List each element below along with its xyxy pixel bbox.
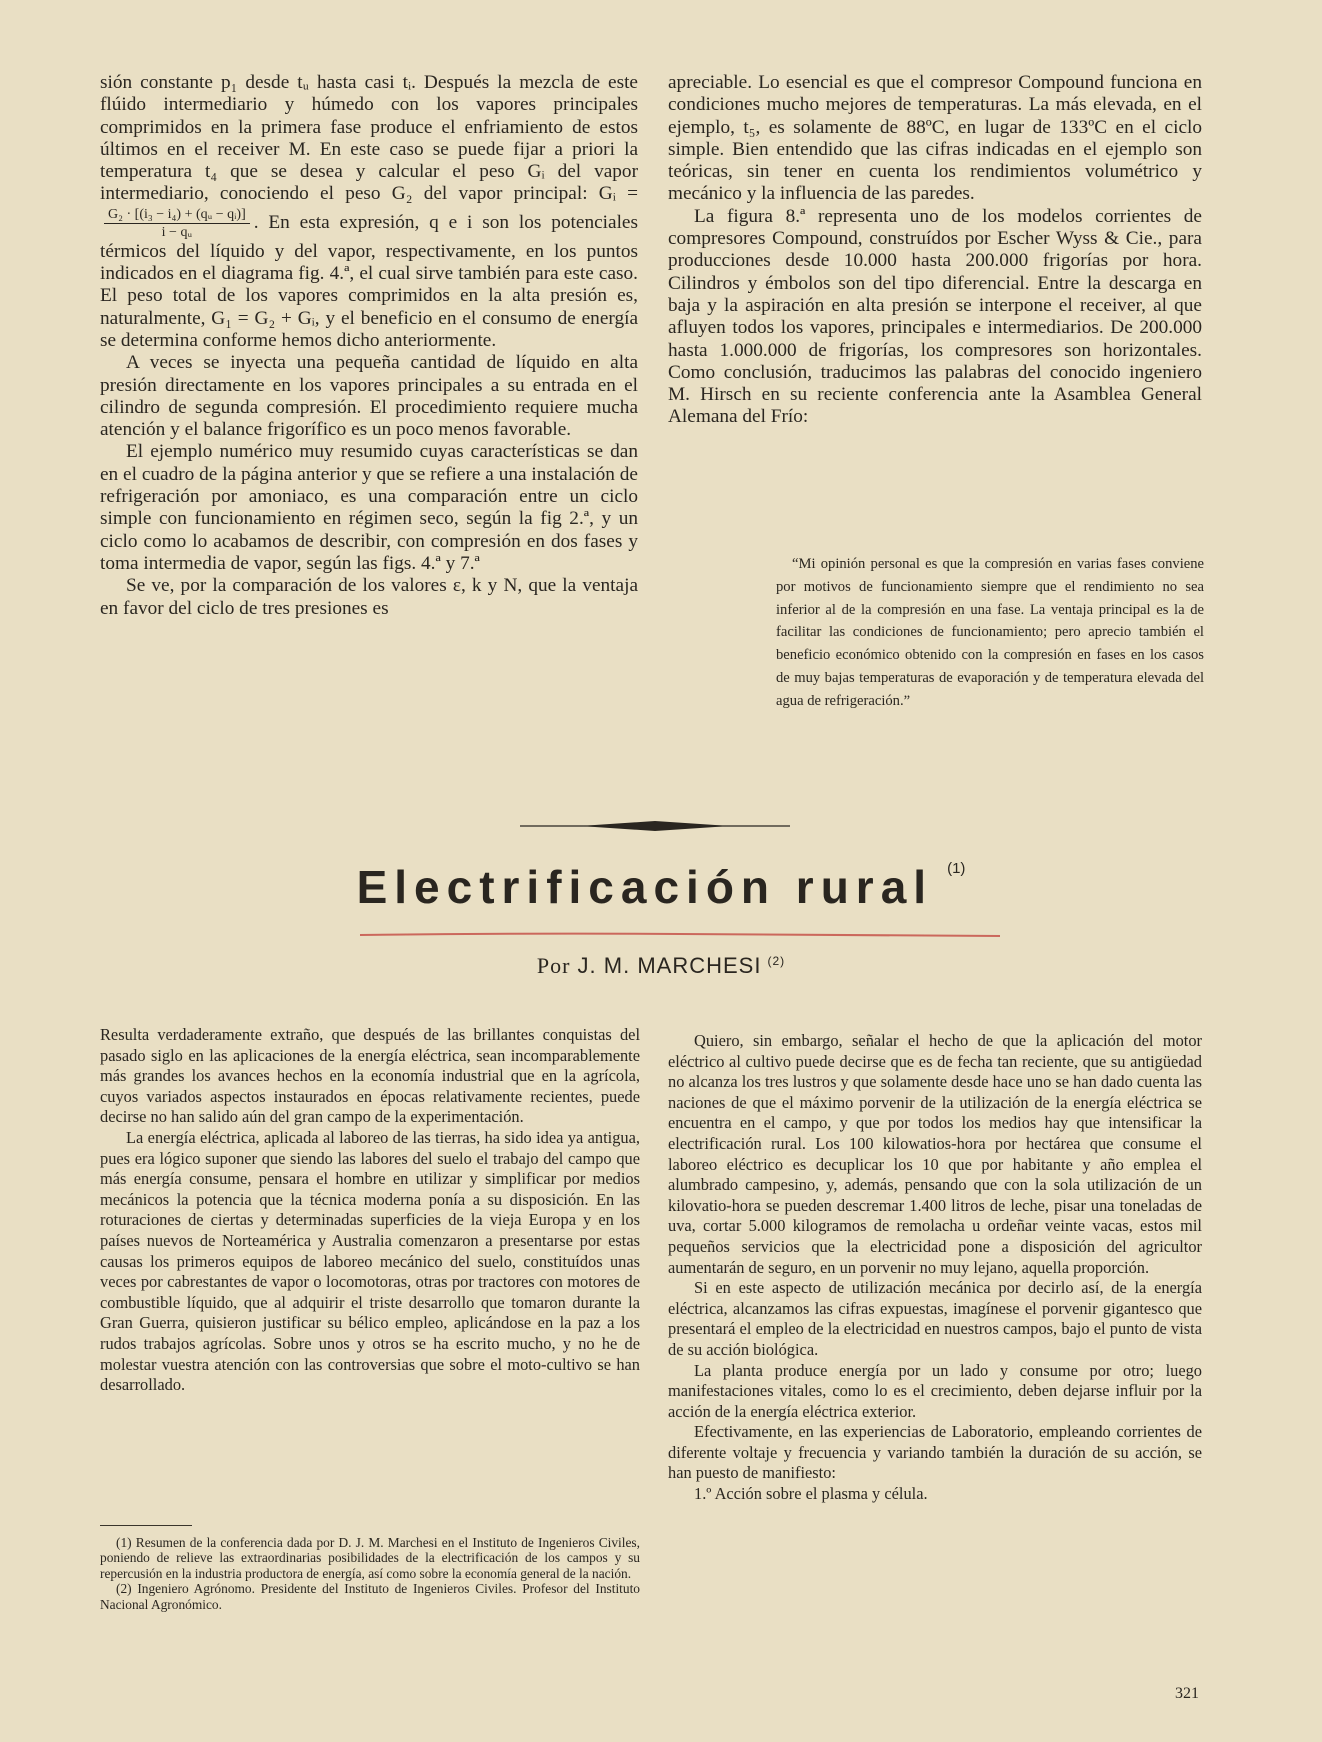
paragraph: A veces se inyecta una pequeña cantidad de líquido en alta presión directamente en los vapores principales a su entrada en el cilindro de segunda compresión. El procedimiento requiere mucha atención y el balance frigorífico es un poco menos favorable. xyxy=(100,352,638,441)
author-name: J. M. MARCHESI xyxy=(577,953,762,978)
paragraph: 1.º Acción sobre el plasma y célula. xyxy=(694,1484,928,1504)
paragraph: Si en este aspecto de utilización mecánica por decirlo así, de la energía eléctrica, alcanzamos las cifras expuestas, imagínese el porvenir gigantesco que presentará el empleo de la electricidad en nuestros campos, bajo el punto de vista de su acción biológica. xyxy=(668,1278,1202,1359)
byline: Por J. M. MARCHESI $^{(2)}$ xyxy=(536,953,786,978)
paragraph: La energía eléctrica, aplicada al laboreo de las tierras, ha sido idea ya antigua, pues era lógico suponer que siendo las labores del suelo el trabajo del campo que más energía consume, pensara el hombre en utilizar y simplificar por medios mecánicos la potencia que la técnica moderna ponía a su disposición. En las roturaciones de ciertas y determinadas superficies de la vieja Europa y en los países nuevos de Norteamérica y Australia comenzaron a presentarse por estas causas los primeros equipos de laboreo mecánico del suelo, constituídos unas veces por cabrestantes de vapor o locomotoras, otras por tractores con motores de combustible líquido, que al adquirir el triste desarrollo que tomaron durante la Gran Guerra, quisieron justificar su bélico empleo, aplicándose en la paz a los rudos trabajos agrícolas. Sobre unos y otros se ha escrito mucho, y no he de molestar vuestra atención con las controversias que sobre el moto-cultivo se han desarrollado. xyxy=(100,1127,640,1395)
paragraph: El ejemplo numérico muy resumido cuyas características se dan en el cuadro de la página anterior y que se refiere a una instalación de refrigeración por amoniaco, es una comparación entre un ciclo simple con funcionamiento en régimen seco, según la fig 2.ª, y un ciclo como lo acabamos de describir, con compresión en dos fases y toma intermedia de vapor, según las figs. 4.ª y 7.ª xyxy=(100,441,638,574)
top-left-column xyxy=(100,72,638,620)
paragraph: La planta produce energía por un lado y consume por otro; luego manifestaciones vitales, como lo es el crecimiento, deben dejarse influir por la acción de la energía eléctrica exterior. xyxy=(668,1360,1202,1421)
section-divider xyxy=(520,820,790,832)
footnote-rule xyxy=(100,1525,192,1526)
title-underline xyxy=(360,932,1000,937)
title-footnote-marker: (1) xyxy=(947,860,966,877)
author-footnote-marker: (2) xyxy=(767,953,786,968)
paragraph: sión constante p₁ desde tᵤ hasta casi tᵢ. Después la mezcla de este flúido intermediario y húmedo con los vapores principales comprimidos en la primera fase produce el enfriamiento de estos últimos en el receiver M. En este caso se puede fijar a priori la temperatura t₄ que se desea y calcular el peso Gᵢ del vapor intermediario, conociendo el peso G₂ del vapor principal: Gᵢ = $\frac{\text{G₂ · [(i₃ − i₄) + (qᵤ − qᵢ)]}}{\text{i − qᵤ}}$ . En esta expresión, q e i son los potenciales térmicos del líquido y del vapor, respectivamente, en los puntos indicados en el diagrama fig. 4.ª, el cual sirve también para este caso. El peso total de los vapores comprimidos en la alta presión es, naturalmente, G₁ = G₂ + Gᵢ, y el beneficio en el consumo de energía se determina conforme hemos dicho anteriormente. xyxy=(100,72,638,351)
footnote: (1) Resumen de la conferencia dada por D. J. M. Marchesi en el Instituto de Ingenieros Civiles, poniendo de relieve las extraordinarias posibilidades de la electrificación de los campos y su repercusión en la industria productora de energía, así como sobre la economía general de la nación. xyxy=(100,1535,640,1581)
paragraph: Resulta verdaderamente extraño, que después de las brillantes conquistas del pasado siglo en las aplicaciones de la energía eléctrica, sean incomparablemente más grandes los avances hechos en la economía industrial que en la agrícola, cuyos variados aspectos instaurados en épocas relativamente recientes, puede decirse no han salido aún del gran campo de la experimentación. xyxy=(100,1025,640,1127)
footnotes xyxy=(100,1535,640,1612)
quote-text: “Mi opinión personal es que la compresión en varias fases conviene por motivos de funcionamiento siempre que el rendimiento no sea inferior al de la compresión en una fase. La ventaja principal es la de facilitar las condiciones de funcionamiento; pero aprecio también el beneficio económico obtenido con la compresión en fases en los casos de muy bajas temperaturas de evaporación y de temperatura elevada del agua de refrigeración.” xyxy=(776,556,1204,709)
paragraph: Se ve, por la comparación de los valores ε, k y N, que la ventaja en favor del ciclo de tres presiones es xyxy=(100,575,638,619)
footnote: (2) Ingeniero Agrónomo. Presidente del Instituto de Ingenieros Civiles. Profesor del Instituto Nacional Agronómico. xyxy=(100,1581,640,1612)
paragraph: La figura 8.ª representa uno de los modelos corrientes de compresores Compound, construídos por Escher Wyss & Cie., para producciones desde 10.000 hasta 200.000 frigorías por hora. Cilindros y émbolos son del tipo diferencial. Entre la descarga en baja y la aspiración en alta presión se interpone el receiver, al que afluyen todos los vapores, principales e intermediarios. De 200.000 hasta 1.000.000 de frigorías, los compresores son horizontales. Como conclusión, traducimos las palabras del conocido ingeniero M. Hirsch en su reciente conferencia ante la Asamblea General Alemana del Frío: xyxy=(668,205,1202,428)
page-number: 321 xyxy=(1175,1685,1199,1702)
formula-fraction: $\frac{\text{G₂ · [(i₃ − i₄) + (qᵤ − qᵢ)]}}{\text{i − qᵤ}}$ xyxy=(104,206,250,241)
block-quote xyxy=(776,553,1204,713)
bottom-right-column xyxy=(668,1031,1202,1505)
bottom-left-column xyxy=(100,1025,640,1396)
paragraph: Quiero, sin embargo, señalar el hecho de que la aplicación del motor eléctrico al cultivo puede decirse que es de fecha tan reciente, que su antigüedad no alcanza los tres lustros y que solamente desde hace uno se han dado cuenta las naciones de que el máximo porvenir de la utilización de la energía eléctrica se encuentra en el campo, y que por todos los medios hay que intensificar la electrificación rural. Los 100 kilowatios-hora por hectárea que consume el laboreo eléctrico es decuplicar los 10 que por habitante y año emplea el alumbrado campesino, y, además, pensando que con la sola utilización de un kilovatio-hora se pueden descremar 1.400 litros de leche, pisar una toneladas de uva, cortar 5.000 kilogramos de remolacha u ordeñar veinte vacas, estos mil pequeños servicios que la electricidad pone a disposición del agricultor aumentarán de seguro, en un porvenir no muy lejano, aquella proporción. xyxy=(668,1031,1202,1277)
top-right-column xyxy=(668,72,1202,429)
article-title: Electrificación rural $^{(1)}$ xyxy=(356,860,966,913)
paragraph: Efectivamente, en las experiencias de Laboratorio, empleando corrientes de diferente voltaje y frecuencia y variando también la duración de su acción, se han puesto de manifiesto: xyxy=(668,1422,1202,1483)
paragraph: apreciable. Lo esencial es que el compresor Compound funciona en condiciones mucho mejores de temperaturas. La más elevada, en el ejemplo, t₅, es solamente de 88ºC, en lugar de 133ºC en el ciclo simple. Bien entendido que las cifras indicadas en el ejemplo son teóricas, sin tener en cuenta los rendimientos volumétrico y mecánico y la influencia de las paredes. xyxy=(668,72,1202,205)
